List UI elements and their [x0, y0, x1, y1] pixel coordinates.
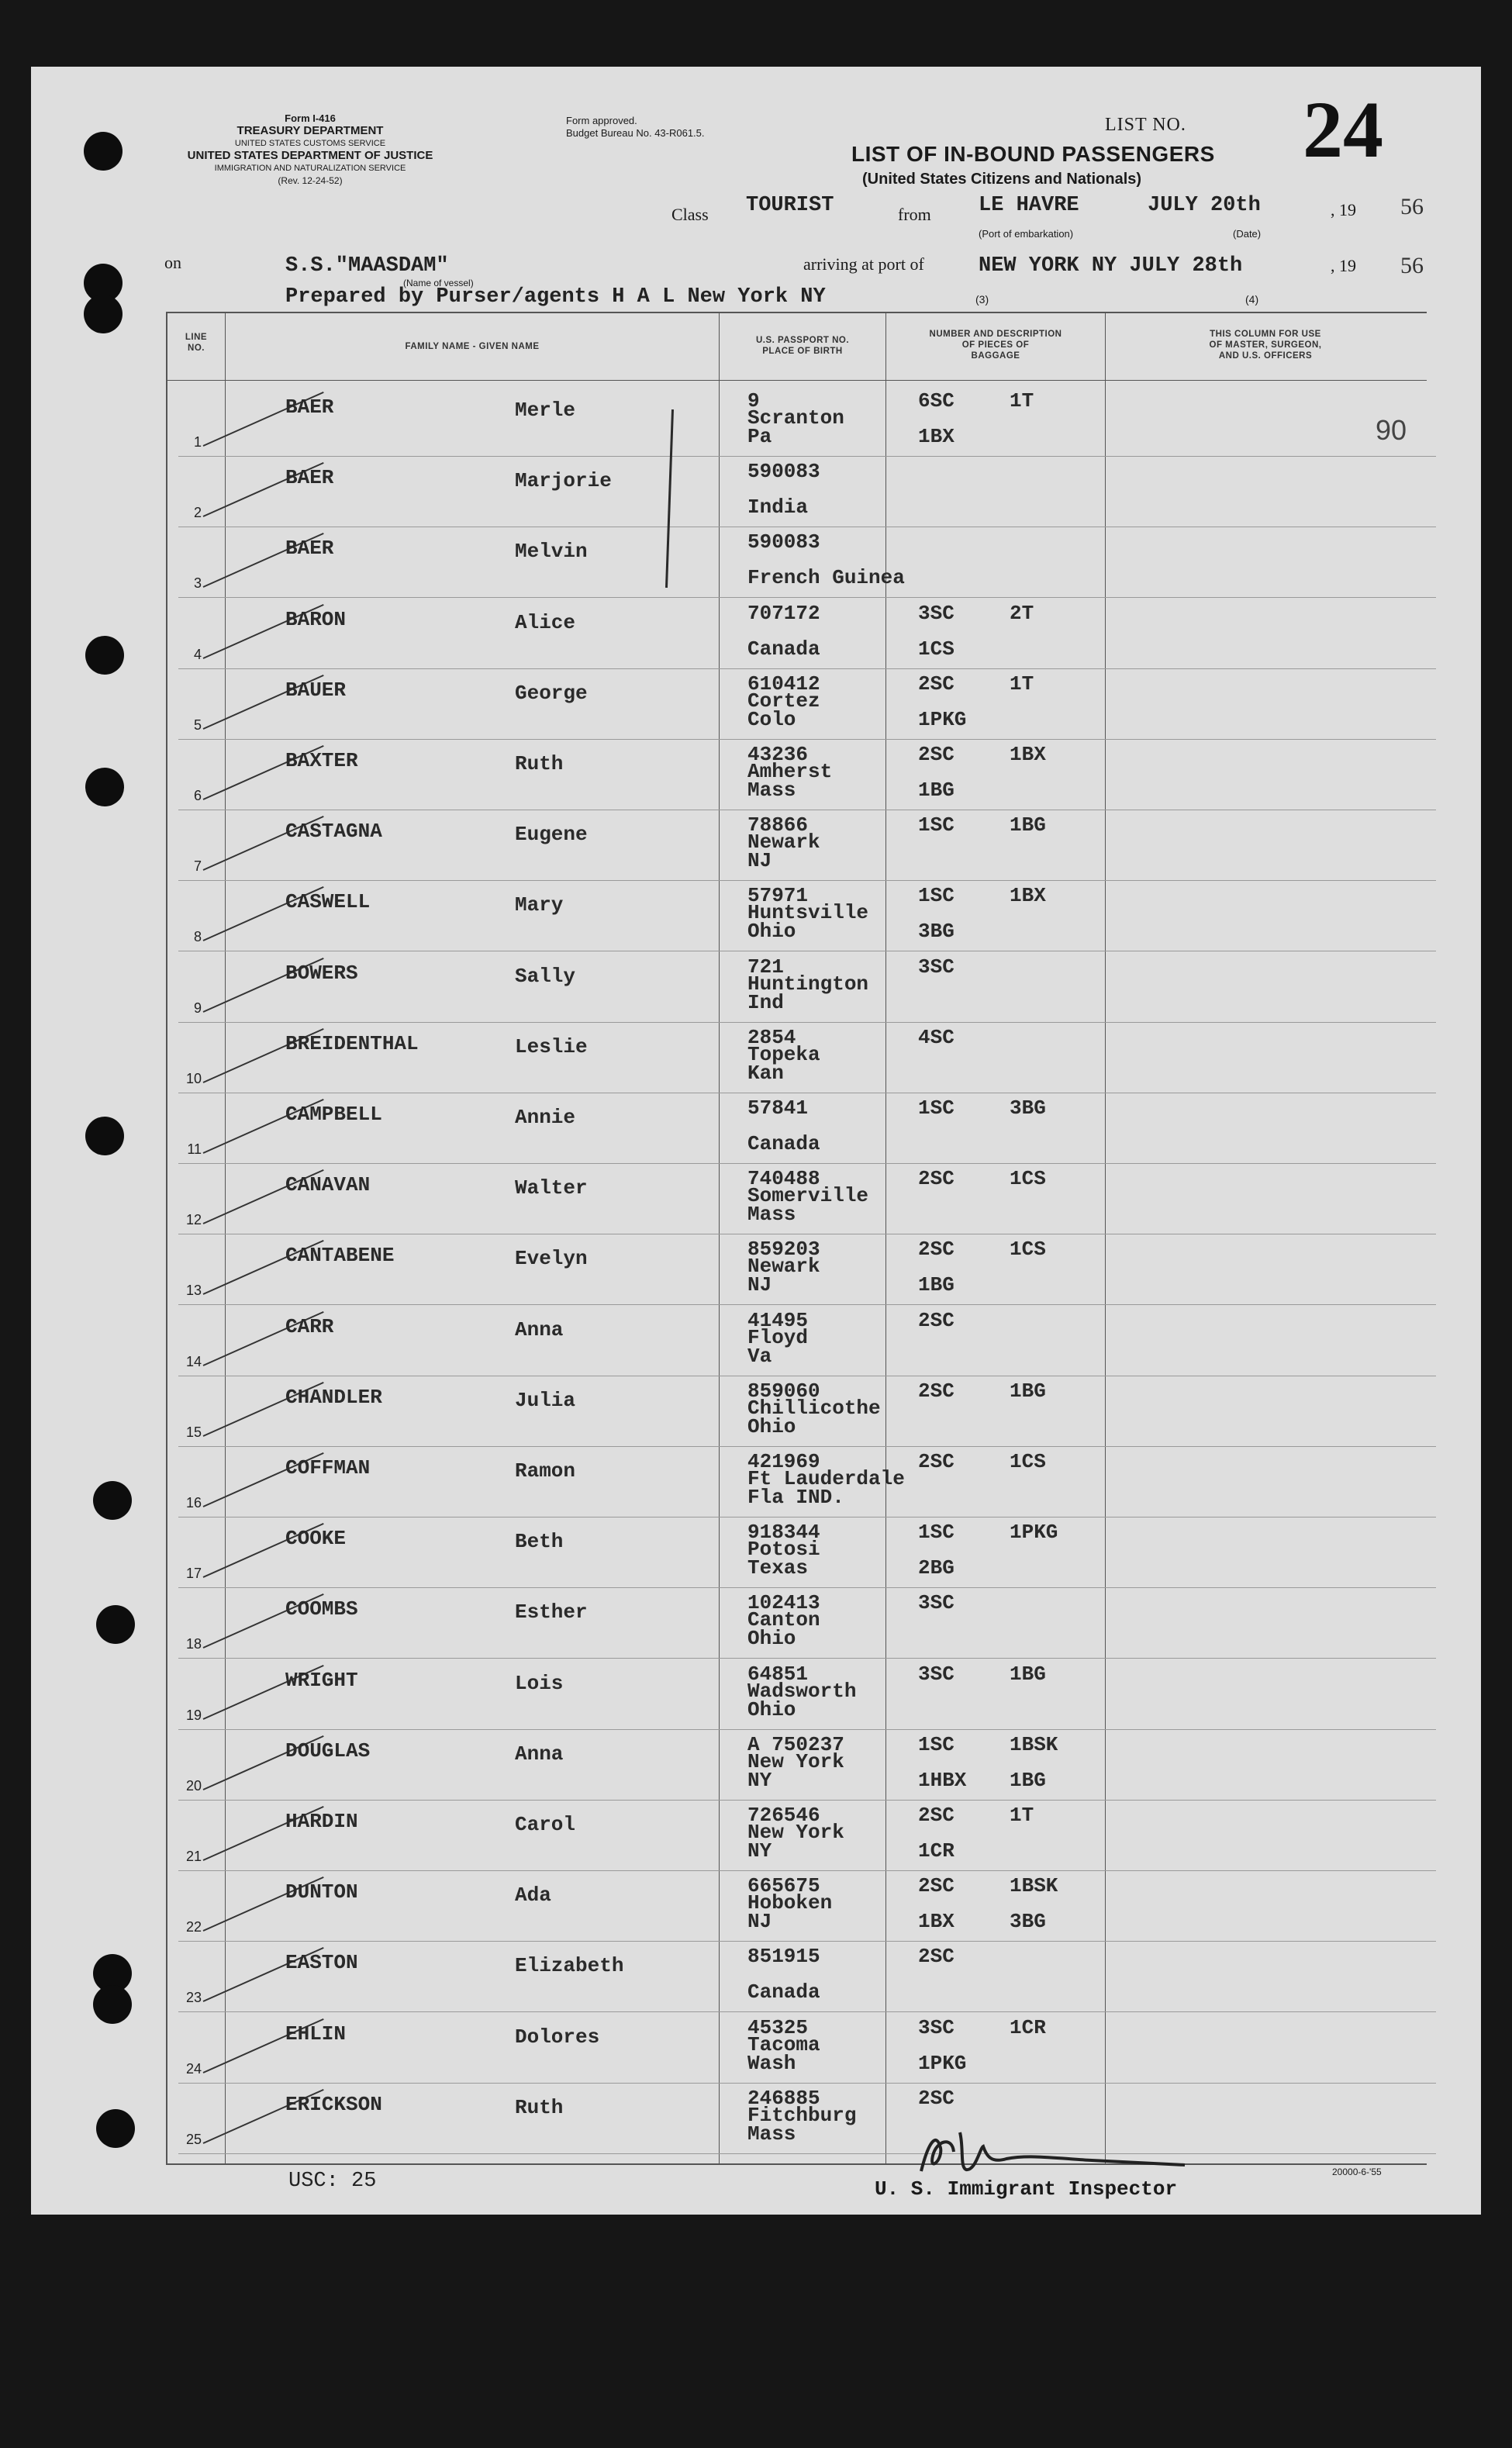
passport-number: 102413 [747, 1591, 820, 1615]
table-row [0, 1659, 1512, 1731]
line-number: 16 [185, 1495, 202, 1511]
birth-place-line2: Mass [747, 1203, 796, 1227]
given-name: Elizabeth [515, 1954, 624, 1978]
birth-place-line2: Canada [747, 1980, 820, 2004]
baggage-1: 2SC [918, 2086, 954, 2110]
baggage-1: 6SC [918, 389, 954, 413]
line-number: 4 [193, 646, 202, 662]
given-name: Esther [515, 1600, 588, 1625]
given-name: Ramon [515, 1459, 576, 1483]
from-value: LE HAVRE [979, 194, 1079, 217]
birth-place-line2: NJ [747, 1910, 772, 1934]
table-row [0, 1376, 1512, 1448]
col-header-baggage: NUMBER AND DESCRIPTION OF PIECES OF BAGGAGE [929, 330, 1062, 361]
baggage-3: 3BG [918, 920, 954, 944]
given-name: Merle [515, 399, 576, 422]
birth-place-line1: Newark [747, 1255, 820, 1279]
passport-number: 610412 [747, 672, 820, 696]
birth-place-line2: Fla IND. [747, 1486, 844, 1509]
passport-number: 2854 [747, 1025, 796, 1049]
baggage-1: 1SC [918, 813, 954, 837]
table-row [0, 599, 1512, 670]
given-name: Annie [515, 1106, 576, 1129]
baggage-2: 1T [1010, 1804, 1034, 1827]
line-number: 18 [185, 1636, 202, 1652]
birth-place-line2: Pa [747, 425, 772, 448]
given-name: Ruth [515, 2095, 564, 2119]
baggage-4: 1BG [1010, 1768, 1046, 1792]
given-name: George [515, 681, 588, 705]
line-number: 9 [193, 1000, 202, 1016]
table-row [0, 952, 1512, 1024]
vessel-label: (Name of vessel) [403, 278, 474, 288]
family-name: BOWERS [285, 961, 358, 985]
baggage-2: 1BSK [1010, 1874, 1058, 1898]
treasury-dept: TREASURY DEPARTMENT [236, 124, 384, 137]
binder-hole [84, 295, 123, 333]
birth-place-line1: Chillicothe [747, 1396, 881, 1420]
given-name: Ruth [515, 752, 564, 775]
form-number: Form I-416 [285, 112, 336, 124]
table-row [0, 2013, 1512, 2084]
col-header-officers: THIS COLUMN FOR USE OF MASTER, SURGEON, AND U.S. OFFICERS [1209, 330, 1322, 361]
birth-place-line2: NY [747, 1839, 772, 1863]
table-row [0, 1093, 1512, 1165]
passport-number: 57971 [747, 884, 809, 908]
family-name: CANTABENE [285, 1244, 395, 1268]
baggage-1: 3SC [918, 1662, 954, 1686]
line-number: 15 [185, 1424, 202, 1440]
budget-bureau: Budget Bureau No. 43-R061.5. [566, 127, 705, 139]
birth-place-line2: Ohio [747, 1697, 796, 1721]
birth-place-line1: Amherst [747, 760, 833, 783]
form-approved: Form approved. [566, 115, 637, 126]
birth-place-line1: Fitchburg [747, 2103, 857, 2127]
family-name: BAER [285, 395, 334, 419]
family-name: CASTAGNA [285, 820, 382, 844]
inspector-label: U. S. Immigrant Inspector [875, 2177, 1178, 2201]
given-name: Julia [515, 1388, 576, 1412]
justice-dept: UNITED STATES DEPARTMENT OF JUSTICE [187, 149, 433, 162]
table-row [0, 669, 1512, 741]
list-title: LIST OF IN-BOUND PASSENGERS [851, 142, 1215, 166]
baggage-1: 1SC [918, 1732, 954, 1756]
arrival-year: 56 [1400, 253, 1424, 278]
family-name: COOMBS [285, 1597, 358, 1621]
baggage-2: 1BX [1010, 884, 1046, 908]
line-number: 21 [185, 1849, 202, 1864]
passport-number: 707172 [747, 601, 820, 625]
line-number: 3 [193, 575, 202, 592]
line-number: 17 [185, 1566, 202, 1582]
family-name: BAXTER [285, 749, 358, 772]
given-name: Leslie [515, 1034, 588, 1058]
baggage-1: 2SC [918, 1945, 954, 1969]
family-name: DUNTON [285, 1880, 358, 1904]
baggage-2: 3BG [1010, 1096, 1046, 1120]
table-row [0, 2084, 1512, 2155]
birth-place-line1: Somerville [747, 1184, 869, 1208]
birth-place-line2: Canada [747, 637, 820, 661]
baggage-1: 3SC [918, 601, 954, 625]
baggage-1: 2SC [918, 1308, 954, 1332]
family-name: BAER [285, 466, 334, 490]
baggage-2: 1BSK [1010, 1732, 1058, 1756]
birth-place-line2: French Guinea [747, 566, 905, 590]
baggage-1: 2SC [918, 672, 954, 696]
baggage-3: 1CS [918, 637, 954, 661]
usc-count: USC: 25 [288, 2170, 377, 2193]
baggage-2: 1T [1010, 672, 1034, 696]
given-name: Anna [515, 1742, 564, 1766]
passport-number: 918344 [747, 1521, 820, 1545]
birth-place-line1: Potosi [747, 1538, 820, 1562]
passport-number: 78866 [747, 813, 809, 837]
birth-place-line1: Newark [747, 830, 820, 855]
line-number: 11 [187, 1141, 202, 1157]
baggage-2: 1CR [1010, 2015, 1046, 2039]
given-name: Melvin [515, 540, 588, 564]
embark-label: (Port of embarkation) [979, 228, 1074, 240]
table-row [0, 386, 1512, 457]
baggage-2: 1CS [1010, 1167, 1046, 1191]
family-name: WRIGHT [285, 1668, 358, 1692]
table-row [0, 1942, 1512, 2013]
baggage-2: 1CS [1010, 1238, 1046, 1262]
birth-place-line1: Tacoma [747, 2032, 820, 2056]
table-row [0, 1871, 1512, 1942]
family-name: CANAVAN [285, 1173, 371, 1197]
table-row [0, 810, 1512, 882]
ins-service: IMMIGRATION AND NATURALIZATION SERVICE [214, 164, 406, 173]
baggage-1: 1SC [918, 1521, 954, 1545]
form-agency-block [132, 112, 488, 187]
from-label: from [898, 205, 931, 224]
given-name: Lois [515, 1671, 564, 1695]
list-no-label: LIST NO. [1105, 115, 1186, 135]
arrival-port-date: NEW YORK NY JULY 28th [979, 254, 1243, 278]
baggage-1: 2SC [918, 1238, 954, 1262]
baggage-4: 3BG [1010, 1910, 1046, 1934]
given-name: Marjorie [515, 469, 612, 493]
birth-place-line1: New York [747, 1749, 844, 1773]
passport-number: 41495 [747, 1308, 809, 1332]
date-label: (Date) [1233, 228, 1262, 240]
table-row [0, 1517, 1512, 1589]
passport-number: 43236 [747, 743, 809, 766]
given-name: Ada [515, 1883, 551, 1908]
given-name: Evelyn [515, 1247, 588, 1271]
table-row [0, 1306, 1512, 1377]
passport-number: 721 [747, 955, 784, 979]
baggage-1: 1SC [918, 1096, 954, 1120]
baggage-3: 1BG [918, 779, 954, 802]
line-number: 13 [185, 1283, 202, 1299]
line-number: 10 [185, 1070, 202, 1086]
baggage-1: 2SC [918, 1167, 954, 1191]
baggage-3: 1BG [918, 1273, 954, 1297]
passport-number: 851915 [747, 1945, 820, 1969]
table-row [0, 527, 1512, 599]
birth-place-line1: Cortez [747, 689, 820, 713]
birth-place-line2: Ohio [747, 1414, 796, 1438]
line-number: 23 [185, 1990, 202, 2006]
approval-block [566, 115, 705, 140]
given-name: Alice [515, 610, 576, 634]
vessel-name: S.S."MAASDAM" [285, 254, 449, 278]
baggage-2: 1PKG [1010, 1521, 1058, 1545]
table-row [0, 1588, 1512, 1659]
passport-number: 45325 [747, 2015, 809, 2039]
passport-number: 64851 [747, 1662, 809, 1686]
family-name: CAMPBELL [285, 1103, 382, 1126]
given-name: Carol [515, 1813, 576, 1836]
col-header-line-no: LINE NO. [185, 333, 208, 353]
birth-place-line2: Kan [747, 1061, 784, 1085]
binder-hole [84, 132, 123, 171]
birth-place-line2: Va [747, 1344, 772, 1368]
prepared-by: Prepared by Purser/agents H A L New York NY [285, 285, 826, 309]
birth-place-line1: New York [747, 1821, 844, 1844]
table-row [0, 1447, 1512, 1518]
customs-service: UNITED STATES CUSTOMS SERVICE [234, 139, 386, 148]
birth-place-line2: Canada [747, 1132, 820, 1155]
baggage-2: 1BG [1010, 1379, 1046, 1403]
table-row [0, 881, 1512, 952]
line-number: 6 [193, 788, 202, 803]
list-number: 24 [1303, 85, 1383, 174]
family-name: CASWELL [285, 890, 371, 914]
line-number: 8 [193, 929, 202, 945]
birth-place-line1: Canton [747, 1608, 820, 1632]
birth-place-line2: Ohio [747, 920, 796, 944]
arriving-label: arriving at port of [803, 254, 924, 274]
class-value: TOURIST [746, 194, 834, 217]
line-number: 2 [193, 505, 202, 521]
birth-place-line2: Mass [747, 2122, 796, 2146]
passport-number: 9 [747, 389, 760, 413]
passport-number: 740488 [747, 1167, 820, 1191]
header-bottom-border [166, 380, 1427, 381]
baggage-1: 3SC [918, 955, 954, 979]
passport-number: 859203 [747, 1238, 820, 1262]
family-name: CARR [285, 1314, 334, 1338]
passport-number: 421969 [747, 1450, 820, 1473]
row-divider [178, 2153, 1436, 2154]
baggage-2: 1T [1010, 389, 1034, 413]
birth-place-line2: Ohio [747, 1627, 796, 1651]
table-row [0, 457, 1512, 528]
family-name: BREIDENTHAL [285, 1031, 419, 1055]
year-prefix: , 19 [1331, 200, 1356, 219]
birth-place-line2: Texas [747, 1556, 809, 1580]
passport-number: 57841 [747, 1096, 809, 1120]
note-3: (3) [975, 293, 989, 306]
birth-place-line1: Huntsville [747, 901, 869, 925]
table-row [0, 1234, 1512, 1306]
passport-number: 726546 [747, 1804, 820, 1827]
baggage-1: 1SC [918, 884, 954, 908]
given-name: Eugene [515, 823, 588, 847]
baggage-2: 1BG [1010, 1662, 1046, 1686]
passport-number: 590083 [747, 460, 820, 484]
table-row [0, 740, 1512, 811]
birth-place-line1: Hoboken [747, 1891, 833, 1915]
line-number: 25 [185, 2131, 202, 2147]
list-subtitle: (United States Citizens and Nationals) [862, 171, 1142, 188]
passport-number: A 750237 [747, 1732, 844, 1756]
family-name: BARON [285, 607, 347, 631]
baggage-3: 2BG [918, 1556, 954, 1580]
passport-number: 246885 [747, 2086, 820, 2110]
col-header-passport: U.S. PASSPORT NO. PLACE OF BIRTH [755, 336, 850, 356]
departure-date: JULY 20th [1148, 194, 1261, 217]
baggage-1: 2SC [918, 1804, 954, 1827]
print-code: 20000-6-'55 [1332, 2167, 1382, 2177]
baggage-3: 1CR [918, 1839, 954, 1863]
passport-number: 859060 [747, 1379, 820, 1403]
baggage-2: 2T [1010, 601, 1034, 625]
baggage-3: 1PKG [918, 2051, 967, 2075]
baggage-1: 3SC [918, 2015, 954, 2039]
baggage-2: 1BX [1010, 743, 1046, 766]
birth-place-line2: Mass [747, 779, 796, 802]
birth-place-line2: Ind [747, 990, 784, 1014]
given-name: Sally [515, 964, 576, 988]
line-number: 24 [185, 2060, 202, 2077]
baggage-1: 2SC [918, 1450, 954, 1473]
birth-place-line1: Floyd [747, 1325, 809, 1349]
birth-place-line2: Colo [747, 707, 796, 731]
given-name: Mary [515, 893, 564, 917]
family-name: HARDIN [285, 1810, 358, 1833]
table-row [0, 1164, 1512, 1235]
baggage-3: 1HBX [918, 1768, 967, 1792]
family-name: ERICKSON [285, 2092, 382, 2116]
table-row [0, 1801, 1512, 1872]
revision-date: (Rev. 12-24-52) [278, 175, 343, 186]
line-number: 20 [185, 1777, 202, 1794]
margin-note: 90 [1376, 414, 1407, 446]
year-prefix-2: , 19 [1331, 256, 1356, 275]
birth-place-line2: NJ [747, 1273, 772, 1297]
given-name: Beth [515, 1530, 564, 1554]
birth-place-line1: Wadsworth [747, 1679, 857, 1703]
passport-number: 590083 [747, 530, 820, 554]
line-number: 5 [193, 716, 202, 733]
baggage-1: 2SC [918, 1379, 954, 1403]
birth-place-line1: Ft Lauderdale [747, 1467, 905, 1490]
line-number: 19 [185, 1707, 202, 1723]
birth-place-line2: India [747, 495, 809, 520]
class-label: Class [671, 205, 709, 224]
table-row [0, 1730, 1512, 1801]
family-name: EASTON [285, 1951, 358, 1975]
family-name: EHLIN [285, 2022, 347, 2046]
line-number: 1 [193, 434, 202, 450]
line-number: 12 [185, 1212, 202, 1228]
given-name: Anna [515, 1317, 564, 1341]
given-name: Walter [515, 1176, 588, 1200]
family-name: COOKE [285, 1527, 347, 1551]
col-header-name: FAMILY NAME - GIVEN NAME [405, 342, 540, 351]
baggage-3: 1BX [918, 1910, 954, 1934]
baggage-3: 1PKG [918, 707, 967, 731]
baggage-1: 2SC [918, 1874, 954, 1898]
note-4: (4) [1245, 293, 1259, 306]
line-number: 22 [185, 1919, 202, 1935]
baggage-1: 2SC [918, 743, 954, 766]
baggage-1: 4SC [918, 1025, 954, 1049]
birth-place-line1: Scranton [747, 406, 844, 430]
baggage-1: 3SC [918, 1591, 954, 1615]
table-top-border [166, 312, 1427, 313]
baggage-3: 1BX [918, 425, 954, 448]
inspector-signature [906, 2125, 1208, 2179]
table-bottom-border [166, 2163, 1427, 2165]
birth-place-line2: Wash [747, 2051, 796, 2075]
family-name: CHANDLER [285, 1385, 382, 1409]
table-row [0, 1023, 1512, 1094]
on-label: on [164, 253, 181, 272]
family-name: COFFMAN [285, 1456, 371, 1480]
line-number: 7 [193, 858, 202, 875]
line-number: 14 [185, 1353, 202, 1369]
departure-year: 56 [1400, 194, 1424, 219]
family-name: DOUGLAS [285, 1738, 371, 1763]
birth-place-line2: NJ [747, 849, 772, 873]
family-name: BAER [285, 537, 334, 561]
birth-place-line1: Huntington [747, 972, 869, 996]
baggage-2: 1BG [1010, 813, 1046, 837]
baggage-2: 1CS [1010, 1450, 1046, 1473]
family-name: BAUER [285, 678, 347, 702]
passport-number: 665675 [747, 1874, 820, 1898]
given-name: Dolores [515, 2025, 600, 2049]
birth-place-line1: Topeka [747, 1042, 820, 1066]
birth-place-line2: NY [747, 1768, 772, 1792]
